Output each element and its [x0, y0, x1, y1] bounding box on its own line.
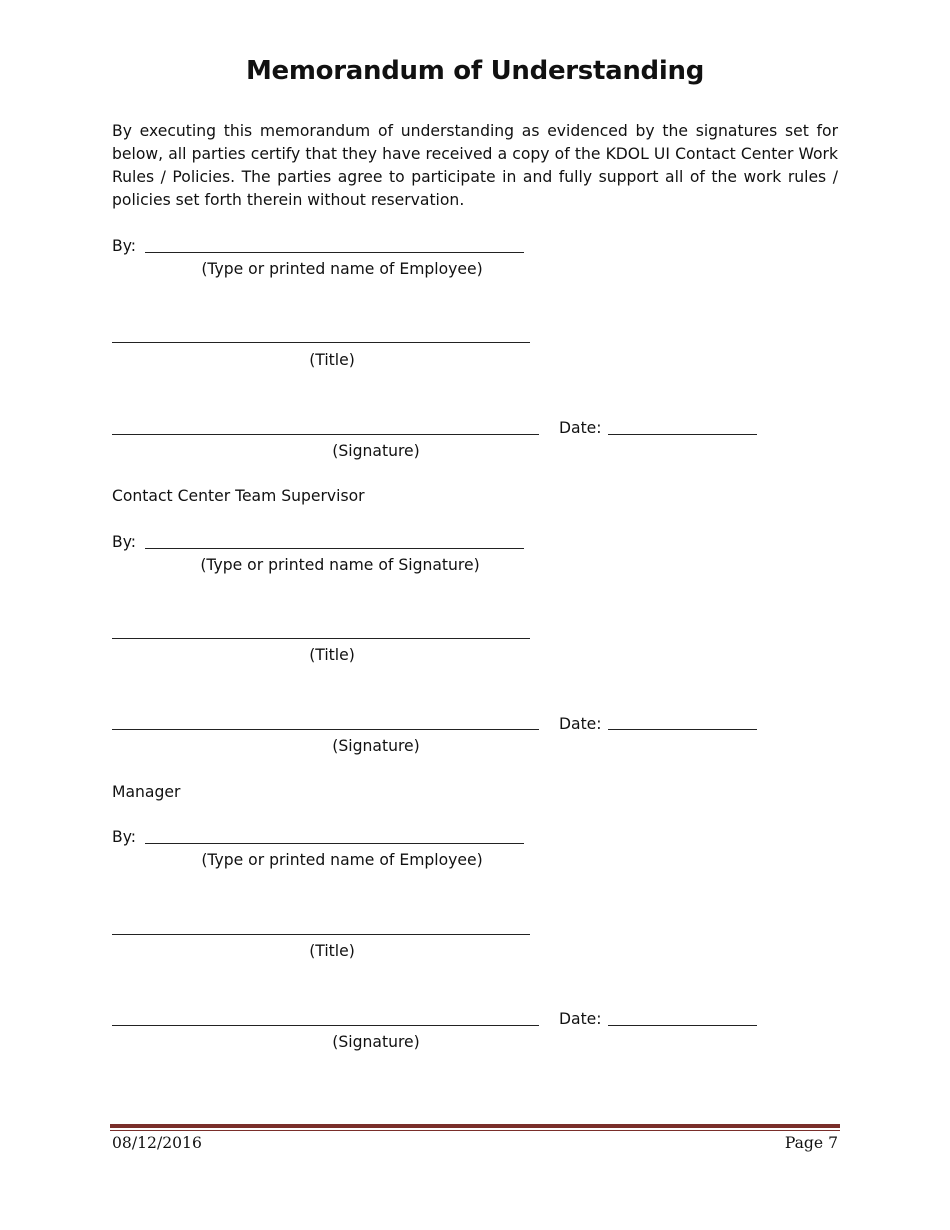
date-label: Date:	[559, 715, 602, 733]
employee-signature-caption: (Signature)	[332, 442, 420, 460]
page-title: Memorandum of Understanding	[245, 56, 705, 86]
supervisor-date-line[interactable]	[608, 729, 757, 730]
manager-name-line[interactable]	[145, 843, 524, 844]
footer-divider-thin	[110, 1130, 840, 1131]
intro-paragraph: By executing this memorandum of understanding as evidenced by the signatures set for below, all parties certify that they have received a copy of the KDOL UI Contact Center Work Rules / Policies. The parties agree to participate in and fully support all of the work rules / policies set forth therein without reservation.	[112, 122, 838, 209]
footer-divider-thick	[110, 1124, 840, 1128]
footer-date: 08/12/2016	[112, 1134, 202, 1152]
manager-title-caption: (Title)	[309, 942, 355, 960]
employee-name-line[interactable]	[145, 252, 524, 253]
supervisor-name-line[interactable]	[145, 548, 524, 549]
by-label: By:	[112, 828, 137, 846]
section-heading: Manager	[112, 783, 181, 801]
supervisor-title-caption: (Title)	[309, 646, 355, 664]
by-label: By:	[112, 237, 137, 255]
manager-title-line[interactable]	[112, 934, 530, 935]
supervisor-title-line[interactable]	[112, 638, 530, 639]
manager-date-line[interactable]	[608, 1025, 757, 1026]
supervisor-signature-line[interactable]	[112, 729, 539, 730]
by-label: By:	[112, 533, 137, 551]
footer-page-number: Page 7	[784, 1134, 838, 1152]
employee-title-line[interactable]	[112, 342, 530, 343]
manager-signature-caption: (Signature)	[332, 1033, 420, 1051]
date-label: Date:	[559, 419, 602, 437]
employee-date-line[interactable]	[608, 434, 757, 435]
supervisor-signature-caption: (Signature)	[332, 737, 420, 755]
date-label: Date:	[559, 1010, 602, 1028]
employee-name-caption: (Type or printed name of Employee)	[201, 260, 483, 278]
employee-title-caption: (Title)	[309, 351, 355, 369]
manager-name-caption: (Type or printed name of Employee)	[201, 851, 483, 869]
supervisor-name-caption: (Type or printed name of Signature)	[200, 556, 480, 574]
section-heading: Contact Center Team Supervisor	[112, 487, 365, 505]
employee-signature-line[interactable]	[112, 434, 539, 435]
manager-signature-line[interactable]	[112, 1025, 539, 1026]
